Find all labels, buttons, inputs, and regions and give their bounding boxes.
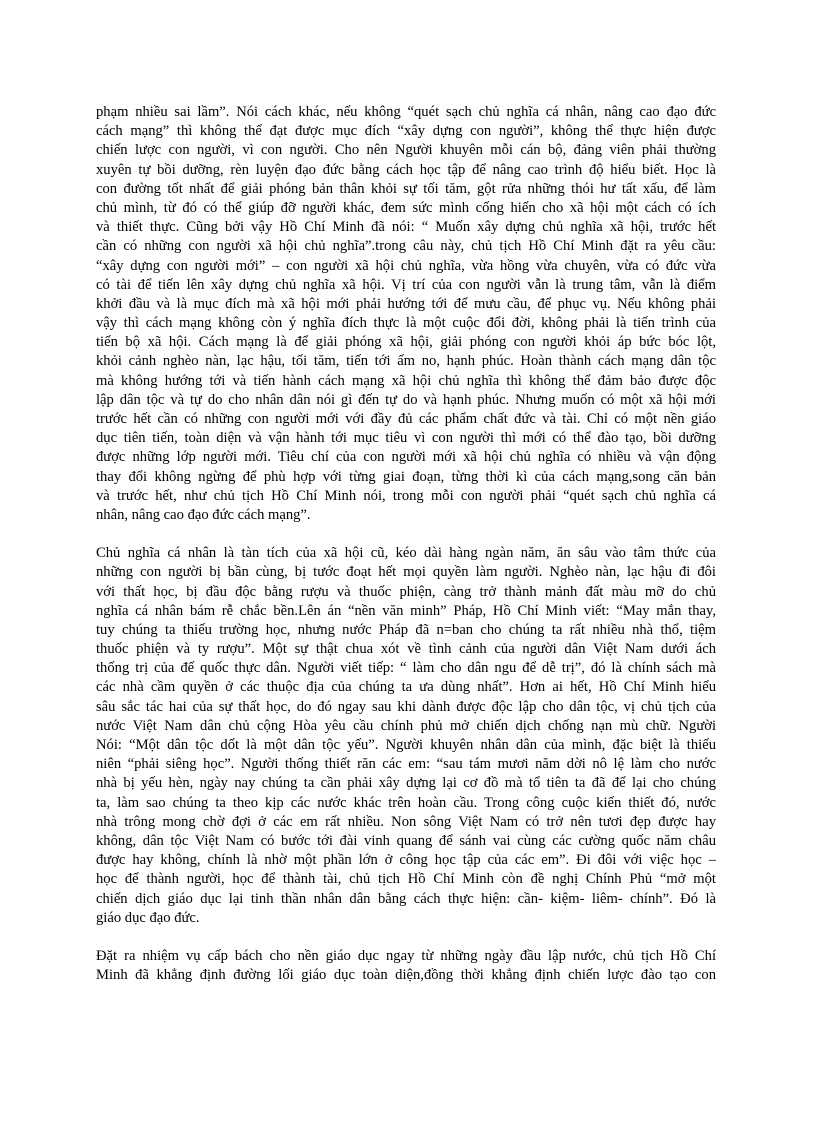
- text-line: chiến lược con người, vì con người. Cho nên Người khuyên mỗi cán bộ, đảng viên phải thường: [96, 142, 716, 159]
- text-line: sâu sắc tác hai của sự thất học, do đó ngay sau khi dành được độc lập cho dân tộc, vị chủ tịch của: [96, 698, 716, 715]
- text-line: thuốc phiện và ty rượu”. Một sự thật chua xót về tình cảnh của người dân Việt Nam dưới ách: [96, 641, 716, 658]
- text-line: học để thành người, học để thành tài, chủ tịch Hồ Chí Minh còn đề nghị Chính Phủ “mở một: [96, 871, 716, 888]
- text-line: “xây dựng con người mới” – con người xã hội chủ nghĩa, vừa hồng vừa chuyên, vừa có đức vừa: [96, 257, 716, 274]
- text-line: niên “phải siêng học”. Người thống thiết răn các em: “sau tám mươi năm dời nô lệ làm cho nước: [96, 756, 716, 773]
- text-line: con đường tốt nhất để giải phóng bản thân khỏi sự tối tăm, gột rửa những thói hư tất xấu, để làm: [96, 180, 716, 197]
- text-line: Minh đã khẳng định đường lối giáo dục toàn diện,đồng thời khẳng định chiến lược đào tạo con: [96, 967, 716, 984]
- document-body: [96, 103, 716, 985]
- text-line: Đặt ra nhiệm vụ cấp bách cho nền giáo dục ngay từ những ngày đầu lập nước, chủ tịch Hồ Chí: [96, 947, 716, 964]
- text-line: được những lớp người mới. Tiêu chí của con người mới xã hội chủ nghĩa có nhiều và vận động: [96, 449, 716, 466]
- text-line: thống trị của đế quốc thực dân. Người viết tiếp: “ làm cho dân ngu để dễ trị”, đó là chính sách mà: [96, 660, 716, 677]
- document-page: [96, 103, 716, 985]
- paragraph: [96, 947, 716, 985]
- text-line: các nhà cầm quyền ở các thuộc địa của chúng ta ưa dùng nhất”. Hơn ai hết, Hồ Chí Minh hiểu: [96, 679, 716, 696]
- text-line: với thất học, bị đầu độc bằng rượu và thuốc phiện, càng trở thành mảnh đất màu mỡ do chủ: [96, 583, 716, 600]
- text-line: nghĩa cá nhân bám rễ chắc bền.Lên án “nền văn minh” Pháp, Hồ Chí Minh viết: “May mắn thay,: [96, 602, 716, 619]
- text-line: ta, làm sao chúng ta theo kịp các nước khác trên hoàn cầu. Trong công cuộc kiến thiết đó, nước: [96, 794, 716, 811]
- text-line: giáo dục đạo đức.: [96, 909, 200, 926]
- text-line: không, dân tộc Việt Nam có bước tới đài vinh quang để sánh vai cùng các cường quốc năm châu: [96, 832, 716, 849]
- text-line: những con người bị bần cùng, bị tước đoạt hết mọi quyền làm người. Nghèo nàn, lạc hậu đi đôi: [96, 564, 716, 581]
- text-line: Nói: “Một dân tộc dốt là một dân tộc yếu”. Người khuyên nhân dân của mình, đặc biệt là thiếu: [96, 737, 716, 753]
- paragraph: [96, 544, 716, 928]
- text-line: trước hết cần có những con người mới với đầy đủ các phẩm chất đức và tài. Chỉ có một nền giáo: [96, 411, 716, 427]
- text-line: cách mạng” thì không thể đạt được mục đích “xây dựng con người”, không thể thực hiện được: [96, 123, 716, 140]
- text-line: thay đổi không ngừng để phù hợp với từng giai đoạn, từng thời kì của cách mạng,song căn bản: [96, 468, 716, 485]
- text-line: xuyên tự bồi dưỡng, rèn luyện đạo đức bằng cách học tập để nâng cao trình độ hiểu biết. Học là: [96, 161, 716, 178]
- text-line: nước Việt Nam dân chủ cộng Hòa yêu cầu chính phủ mở chiến dịch chống nạn mù chữ. Người: [96, 717, 716, 734]
- text-line: nhân, nâng cao đạo đức cách mạng”.: [96, 506, 311, 523]
- paragraph-gap: [96, 928, 716, 947]
- text-line: Chủ nghĩa cá nhân là tàn tích của xã hội cũ, kéo dài hàng ngàn năm, ăn sâu vào tâm thức của: [96, 545, 716, 562]
- text-line: chiến dịch giáo dục lại tinh thần nhân dân bằng cách thực hiện: cần- kiệm- liêm- chính”. Đó là: [96, 890, 716, 907]
- text-line: lập dân tộc và tự do cho nhân dân nói gì đến tự do và hạnh phúc. Nhưng muốn có một xã hội mới: [96, 391, 716, 408]
- text-line: nhà trông mong chờ đợi ở các em rất nhiều. Non sông Việt Nam có trở nên tươi đẹp được hay: [96, 813, 716, 830]
- text-line: và trước hết, như chủ tịch Hồ Chí Minh nói, trong mỗi con người phải “quét sạch chủ nghĩa cá: [96, 487, 716, 504]
- text-line: chủ mình, từ đó có thể giúp đỡ người khác, đem sức mình cống hiến cho xã hội một cách có ích: [96, 199, 716, 216]
- text-line: được hay không, chính là nhờ một phần lớn ở công học tập của các em”. Đi đôi với việc học –: [96, 852, 716, 869]
- paragraph: [96, 103, 716, 525]
- text-line: và thiết thực. Cũng bởi vậy Hồ Chí Minh đã nói: “ Muốn xây dựng chủ nghĩa xã hội, trước hết: [96, 219, 716, 236]
- text-line: vậy thì cách mạng không còn ý nghĩa đích thực là một cuộc đổi đời, không phải là tiến trình của: [96, 315, 716, 332]
- text-line: nhà bị yếu hèn, ngày nay chúng ta cần phải xây dựng lại cơ đồ mà tổ tiên ta đã để lại cho chúng: [96, 775, 716, 792]
- text-line: mà không hướng tới và tiến hành cách mạng xã hội chủ nghĩa thì không thể đảm bảo được độc: [96, 372, 716, 389]
- text-line: tuy chúng ta thiếu trường học, nhưng nước Pháp đã n=ban cho chúng ta rất nhiều nhà thổ, tiệm: [96, 621, 716, 638]
- text-line: tiến bộ xã hội. Cách mạng là để giải phóng xã hội, giải phóng con người khỏi áp bức bóc lột,: [96, 334, 716, 351]
- text-line: cần có những con người xã hội chủ nghĩa”.trong câu này, chủ tịch Hồ Chí Minh đặt ra yêu cầu:: [96, 238, 716, 255]
- text-line: dục tiên tiến, toàn diện và vận hành tới mục tiêu vì con người thì mới có thể đào tạo, bồi dưỡng: [96, 430, 716, 447]
- text-line: phạm nhiều sai lầm”. Nói cách khác, nếu không “quét sạch chủ nghĩa cá nhân, nâng cao đạo đức: [96, 104, 716, 120]
- paragraph-gap: [96, 525, 716, 544]
- text-line: có tài để tiến lên xây dựng chủ nghĩa xã hội. Vị trí của con người vẫn là trung tâm, vẫn là điểm: [96, 276, 716, 293]
- text-line: khởi đầu và là mục đích mà xã hội mới phải hướng tới để mưu cầu, để phục vụ. Nếu không phải: [96, 295, 716, 312]
- text-line: khỏi cảnh nghèo nàn, lạc hậu, tối tăm, tiến tới ấm no, hạnh phúc. Hoàn thành cách mạng dân tộc: [96, 353, 716, 370]
